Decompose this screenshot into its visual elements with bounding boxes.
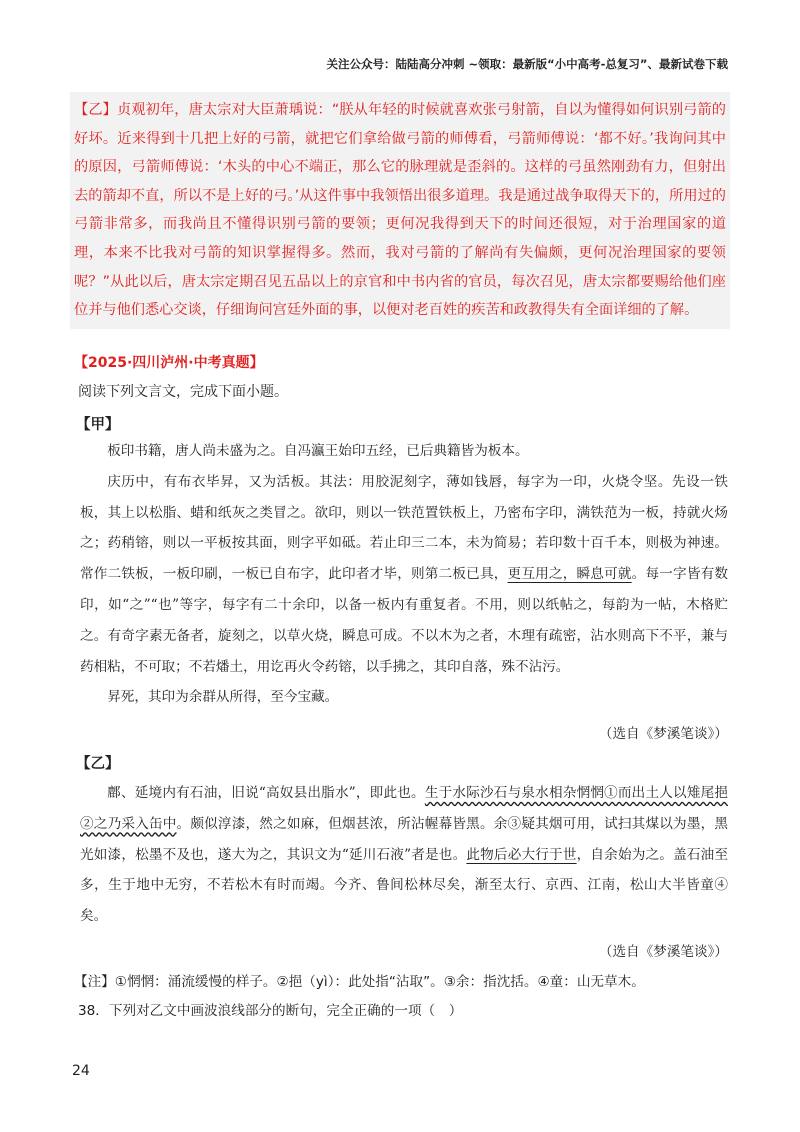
jia-paragraph-3: 昇死，其印为余群从所得，至今宝藏。	[107, 689, 339, 706]
yi-text	[80, 778, 728, 932]
yi-middle: 。颇似淳漆，然之如麻，但烟甚浓，所沾幄幕皆黑。余③疑其烟可用，试扫其煤以为墨，黑光如漆，松墨不及也，遂大为之，其识文为“延川石液”者是也。	[80, 815, 729, 863]
yi-underlined-sentence: 此物后必大行于世	[466, 846, 577, 863]
notes: 【注】①惘惘：涌流缓慢的样子。②挹（yì）：此处指“沾取”。③余：指沈括。④童：山无草木。	[74, 974, 645, 990]
yi-end: ，自余始为之。盖石油至多，生于地中无穷，不若松木有时而竭。今齐、鲁间松林尽矣，渐至太行、京西、江南，松山大半皆童④矣。	[80, 846, 729, 925]
jia-marker: 【甲】	[76, 417, 120, 433]
yi-marker: 【乙】	[76, 756, 120, 772]
question-38: 38．下列对乙文中画波浪线部分的断句，完全正确的一项（ ）	[78, 1003, 463, 1019]
jia-p2-end: 。每一字皆有数印，如“之”“也”等字，每字有二十余印，以备一板内有重复者。不用，则以纸帖之，每韵为一帖，木格贮之。有奇字素无备者，旋刻之，以草火烧，瞬息可成。不以木为之者，木理有疏密，沾水则高下不平，兼与药相粘，不可取；不若燔土，用讫再火令药镕，以手拂之，其印自落，殊不沾污。	[80, 566, 729, 675]
yi-start: 鄜、延境内有石油，旧说“高奴县出脂水”，即此也。	[107, 785, 425, 801]
jia-text	[80, 436, 728, 713]
translation-text: 【乙】贞观初年，唐太宗对大臣萧瑀说：“朕从年轻的时候就喜欢张弓射箭，自以为懂得如何识别弓箭的好坏。近来得到十几把上好的弓箭，就把它们拿给做弓箭的师傅看，弓箭师傅说：‘都不好。’我询问其中的原因，弓箭师傅说：‘木头的中心不端正，那么它的脉理就是歪斜的。这样的弓虽然刚劲有力，但射出去的箭却不直，所以不是上好的弓。’从这件事中我领悟出很多道理。我是通过战争取得天下的，所用过的弓箭非常多，而我尚且不懂得识别弓箭的要领；更何况我得到天下的时间还很短，对于治理国家的道理，本来不比我对弓箭的知识掌握得多。然而，我对弓箭的了解尚有失偏颇，更何况治理国家的要领呢？”从此以后，唐太宗定期召见五品以上的京官和中书内省的官员，每次召见，唐太宗都要赐给他们座位并与他们悉心交谈，仔细询问宫廷外面的事，以便对老百姓的疾苦和政教得失有全面详细的了解。	[74, 102, 726, 319]
source-tag: 【2025·四川泸州·中考真题】	[74, 355, 264, 371]
jia-source: （选自《梦溪笔谈》）	[598, 726, 728, 742]
instruction: 阅读下列文言文，完成下面小题。	[78, 384, 288, 400]
jia-underlined-sentence: 更互用之，瞬息可就	[507, 566, 632, 583]
page-number: 24	[72, 1063, 90, 1079]
jia-paragraph-1: 板印书籍，唐人尚未盛为之。自冯瀛王始印五经，已后典籍皆为板本。	[107, 443, 529, 459]
jia-paragraph-2	[80, 467, 728, 683]
yi-paragraph	[80, 778, 728, 932]
yi-wavy-sentence: 生于水际沙石与泉水相杂惘惘①而出土人以雉尾挹②之乃采入缶中	[80, 785, 729, 832]
translation-box	[70, 92, 730, 329]
yi-source: （选自《梦溪笔谈》）	[598, 944, 728, 960]
page-header: 关注公众号：陆陆高分冲刺 ~领取：最新版“小中高考-总复习”、最新试卷下载	[326, 57, 728, 71]
jia-p2-start: 庆历中，有布衣毕昇，又为活板。其法：用胶泥刻字，薄如钱唇，每字为一印，火烧令坚。先设一铁板，其上以松脂、蜡和纸灰之类冒之。欲印，则以一铁范置铁板上，乃密布字印，满铁范为一板，持就火炀之；药稍镕，则以一平板按其面，则字平如砥。若止印三二本，未为简易；若印数十百千本，则极为神速。常作二铁板，一板印刷，一板已自布字，此印者才毕，则第二板已具，	[80, 473, 728, 583]
